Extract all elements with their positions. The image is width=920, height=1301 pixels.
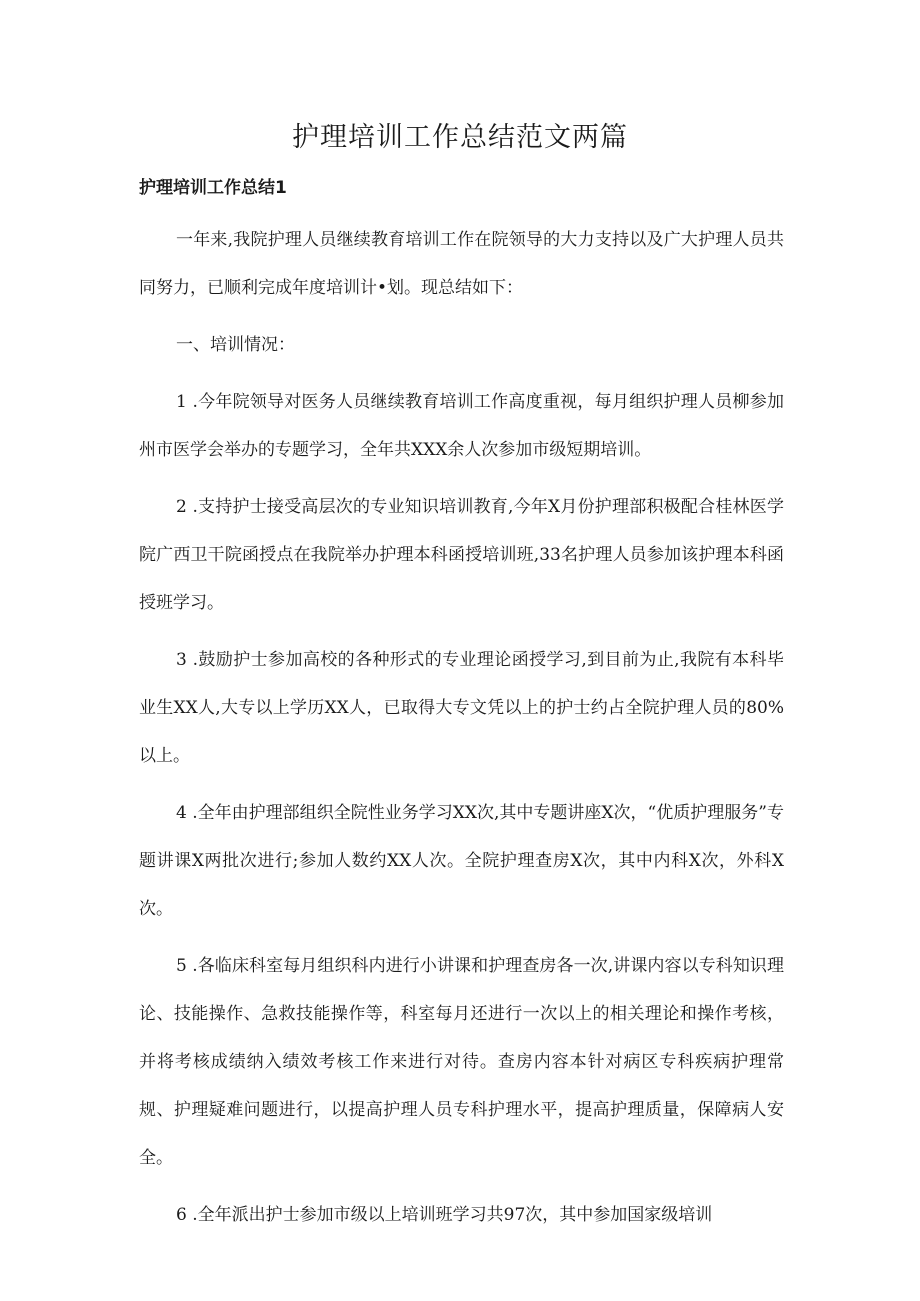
document-body	[139, 216, 784, 1248]
paragraph-item-3: 3 .鼓励护士参加高校的各种形式的专业理论函授学习,到目前为止,我院有本科毕业生XX人,大专以上学历XX人，已取得大专文凭以上的护士约占全院护理人员的80%以上。	[139, 650, 784, 766]
document-title: 护理培训工作总结范文两篇	[292, 122, 628, 153]
paragraph-item-5: 5 .各临床科室每月组织科内进行小讲课和护理查房各一次,讲课内容以专科知识理论、技能操作、急救技能操作等，科室每月还进行一次以上的相关理论和操作考核，并将考核成绩纳入绩效考核工作来进行对待。查房内容本针对病区专科疾病护理常规、护理疑难问题进行，以提高护理人员专科护理水平，提高护理质量，保障病人安全。	[139, 956, 784, 1168]
section-heading: 护理培训工作总结1	[139, 178, 287, 198]
paragraph-item-6: 6 .全年派出护士参加市级以上培训班学习共97次，其中参加国家级培训	[176, 1205, 713, 1225]
paragraph-item-1: 1 .今年院领导对医务人员继续教育培训工作高度重视，每月组织护理人员柳参加州市医学会举办的专题学习，全年共XXX余人次参加市级短期培训。	[139, 392, 784, 460]
paragraph-intro: 一年来,我院护理人员继续教育培训工作在院领导的大力支持以及广大护理人员共同努力，已顺利完成年度培训计•划。现总结如下：	[139, 230, 784, 298]
paragraph-item-4: 4 .全年由护理部组织全院性业务学习XX次,其中专题讲座X次，“优质护理服务”专题讲课X两批次进行;参加人数约XX人次。全院护理查房X次，其中内科X次，外科X次。	[139, 803, 784, 919]
paragraph-subheading: 一、培训情况：	[176, 335, 295, 355]
paragraph-item-2: 2 .支持护士接受高层次的专业知识培训教育,今年X月份护理部积极配合桂林医学院广西卫干院函授点在我院举办护理本科函授培训班,33名护理人员参加该护理本科函授班学习。	[139, 497, 784, 613]
